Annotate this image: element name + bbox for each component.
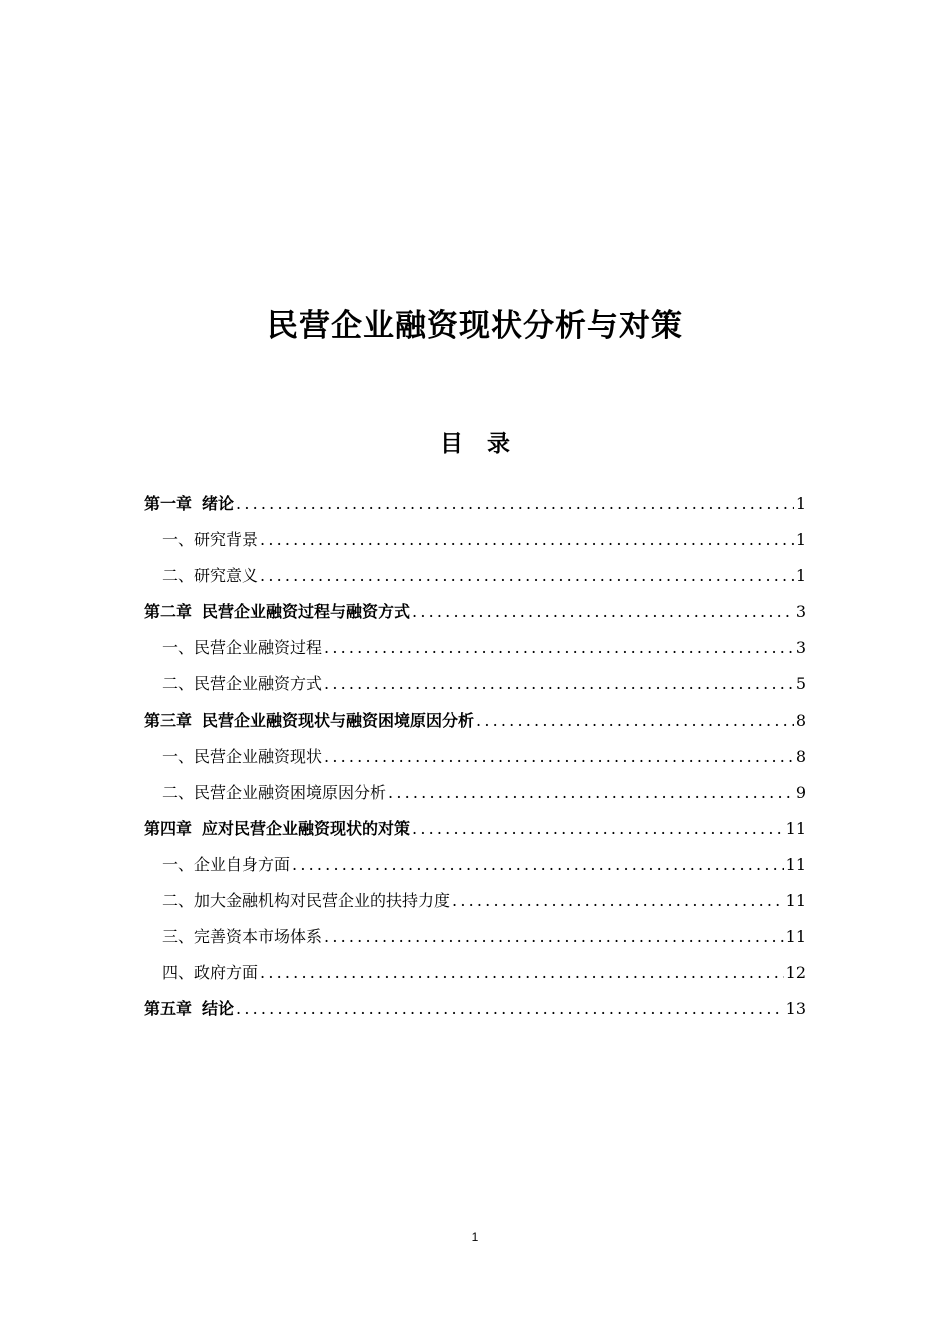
toc-entry-page: 3 — [795, 638, 806, 658]
toc-entry-page: 8 — [795, 746, 806, 766]
toc-entry-label — [162, 883, 450, 919]
toc-dot-leader — [260, 955, 784, 991]
toc-entry-number: 第四章 — [144, 818, 193, 838]
toc-chapter-entry[interactable] — [144, 703, 806, 739]
toc-entry-label — [144, 811, 410, 847]
toc-section-entry[interactable] — [144, 919, 806, 955]
toc-entry-text: 民营企业融资现状 — [194, 746, 323, 766]
toc-entry-number: 三、 — [162, 927, 195, 947]
toc-entry-label — [162, 919, 322, 955]
toc-entry-number: 四、 — [162, 963, 195, 983]
toc-entry-number: 二、 — [162, 566, 195, 586]
toc-dot-leader — [236, 991, 784, 1027]
toc-entry-number: 一、 — [162, 854, 195, 874]
toc-entry-text: 企业自身方面 — [194, 854, 291, 874]
toc-section-entry[interactable] — [144, 955, 806, 991]
toc-section-entry[interactable] — [144, 847, 806, 883]
toc-section-entry[interactable] — [144, 630, 806, 666]
toc-dot-leader — [236, 486, 794, 522]
toc-entry-number: 二、 — [162, 674, 195, 694]
toc-entry-number: 一、 — [162, 746, 195, 766]
toc-entry-label — [162, 630, 322, 666]
toc-entry-page: 1 — [795, 494, 806, 513]
toc-section-entry[interactable] — [144, 739, 806, 775]
toc-entry-text: 民营企业融资困境原因分析 — [194, 782, 387, 802]
toc-entry-number: 一、 — [162, 638, 195, 658]
toc-dot-leader — [412, 811, 784, 847]
toc-entry-label — [162, 522, 258, 558]
toc-dot-leader — [324, 919, 784, 955]
toc-entry-label — [162, 739, 322, 775]
toc-entry-text: 完善资本市场体系 — [194, 927, 323, 947]
toc-entry-number: 第一章 — [144, 494, 193, 513]
toc-entry-text: 民营企业融资现状与融资困境原因分析 — [202, 710, 475, 730]
toc-dot-leader — [324, 739, 794, 775]
toc-chapter-entry[interactable] — [144, 991, 806, 1027]
document-title: 民营企业融资现状分析与对策 — [267, 308, 683, 344]
toc-dot-leader — [324, 630, 794, 666]
toc-entry-page: 5 — [795, 674, 806, 694]
toc-entry-page: 3 — [795, 602, 806, 622]
toc-dot-leader — [260, 558, 794, 594]
toc-entry-text: 民营企业融资过程与融资方式 — [202, 602, 411, 622]
toc-entry-number: 一、 — [162, 530, 195, 550]
toc-chapter-entry[interactable] — [144, 594, 806, 630]
toc-entry-label — [162, 558, 258, 594]
toc-dot-leader — [324, 666, 794, 702]
toc-entry-label — [162, 847, 290, 883]
toc-chapter-entry[interactable] — [144, 811, 806, 847]
table-of-contents — [144, 486, 806, 1027]
toc-entry-page: 8 — [795, 710, 806, 730]
toc-entry-label — [144, 486, 234, 522]
page-number: 1 — [471, 1230, 479, 1244]
toc-entry-text: 民营企业融资方式 — [194, 674, 323, 694]
toc-entry-page: 13 — [785, 999, 806, 1019]
toc-entry-text: 民营企业融资过程 — [194, 638, 323, 658]
toc-entry-page: 11 — [785, 818, 806, 838]
toc-entry-text: 绪论 — [202, 494, 235, 513]
toc-entry-label — [144, 594, 410, 630]
toc-entry-text: 加大金融机构对民营企业的扶持力度 — [194, 891, 451, 911]
toc-chapter-entry[interactable] — [144, 486, 806, 522]
toc-dot-leader — [388, 775, 794, 811]
toc-dot-leader — [412, 594, 794, 630]
toc-dot-leader — [292, 847, 784, 883]
toc-entry-text: 政府方面 — [194, 963, 259, 983]
toc-entry-page: 12 — [785, 963, 806, 983]
toc-dot-leader — [452, 883, 784, 919]
toc-entry-page: 1 — [795, 530, 806, 550]
toc-entry-page: 9 — [795, 782, 806, 802]
toc-section-entry[interactable] — [144, 883, 806, 919]
toc-entry-text: 研究背景 — [194, 530, 259, 550]
toc-entry-number: 二、 — [162, 891, 195, 911]
toc-entry-number: 二、 — [162, 782, 195, 802]
toc-entry-page: 11 — [785, 927, 806, 947]
toc-entry-label — [162, 775, 386, 811]
toc-dot-leader — [260, 522, 794, 558]
toc-entry-label — [162, 666, 322, 702]
toc-entry-label — [162, 955, 258, 991]
toc-section-entry[interactable] — [144, 666, 806, 702]
toc-entry-page: 11 — [785, 891, 806, 911]
toc-entry-text: 应对民营企业融资现状的对策 — [202, 818, 411, 838]
toc-entry-label — [144, 991, 234, 1027]
toc-entry-label — [144, 703, 474, 739]
toc-entry-text: 研究意义 — [194, 566, 259, 586]
toc-entry-page: 1 — [795, 566, 806, 586]
toc-section-entry[interactable] — [144, 558, 806, 594]
toc-entry-text: 结论 — [202, 999, 235, 1019]
toc-entry-number: 第五章 — [144, 999, 193, 1019]
toc-entry-page: 11 — [785, 854, 806, 874]
toc-heading: 目录 — [440, 431, 534, 457]
toc-section-entry[interactable] — [144, 522, 806, 558]
toc-entry-number: 第二章 — [144, 602, 193, 622]
toc-entry-number: 第三章 — [144, 710, 193, 730]
toc-section-entry[interactable] — [144, 775, 806, 811]
toc-dot-leader — [476, 703, 794, 739]
